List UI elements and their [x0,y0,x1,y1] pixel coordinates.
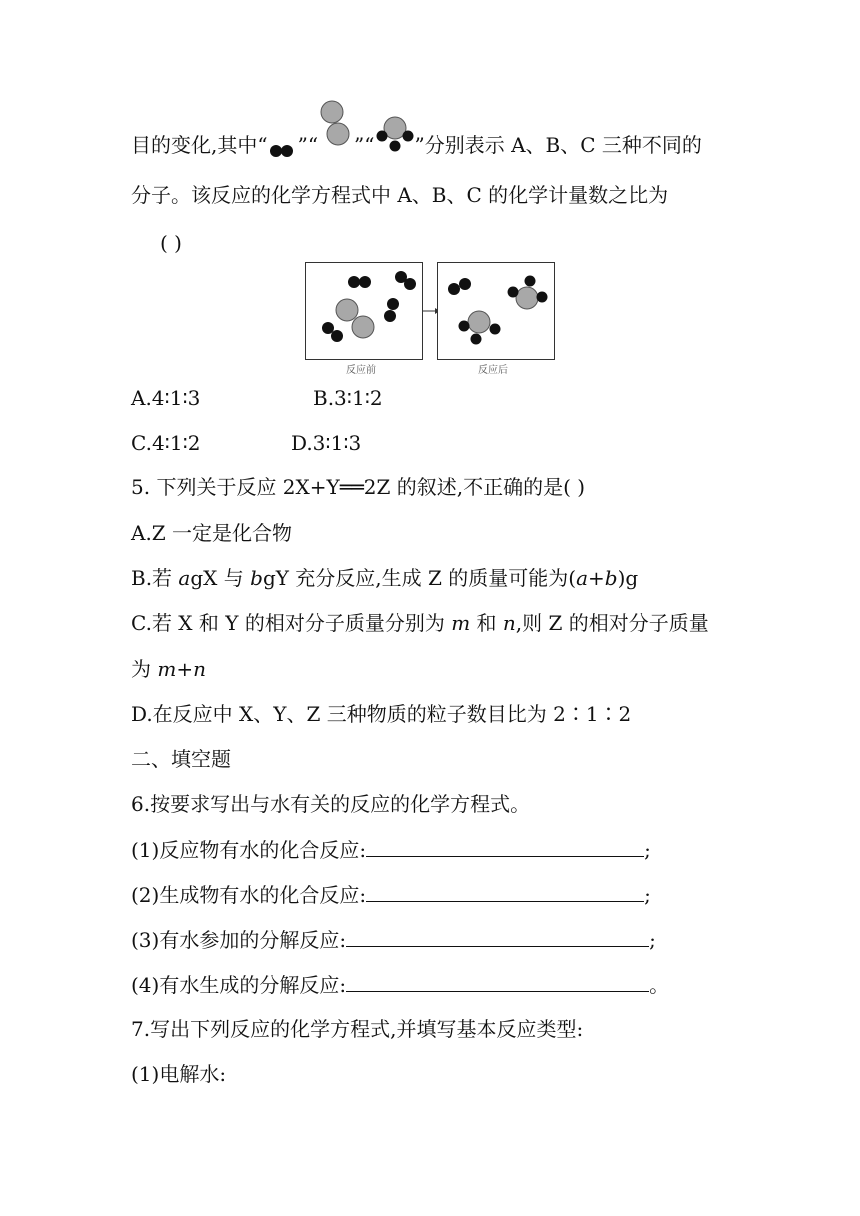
before-label: 反应前 [346,365,376,376]
molecule-b-icon [336,299,374,338]
molecule-a-icon [348,276,371,288]
q4-option-a: A.4∶1∶3 [131,386,201,410]
before-panel [305,262,423,376]
q5-option-b: B.若 agX 与 bgY 充分反应,生成 Z 的质量可能为(a+b)g [131,566,639,590]
q4-line-2: 分子。该反应的化学方程式中 A、B、C 的化学计量数之比为 [131,183,669,207]
q7-stem: 7.写出下列反应的化学方程式,并填写基本反应类型: [131,1017,584,1041]
molecule-a-icon [448,278,471,295]
q4-option-c: C.4∶1∶2 [131,431,201,455]
q6-item-4: (4)有水生成的分解反应: 。 [131,969,669,1000]
reaction-figure [305,262,557,378]
q7-item-1: (1)电解水: [131,1062,227,1086]
answer-blank[interactable] [366,834,644,857]
answer-blank[interactable] [346,924,649,947]
before-molecules-svg [306,263,422,359]
molecule-b-icon [318,132,354,162]
answer-blank[interactable] [366,879,644,902]
q5-stem: 5. 下列关于反应 2X+Y══2Z 的叙述,不正确的是( ) [131,475,586,499]
molecule-c-icon [508,276,548,310]
q4-line1-post: ”分别表示 A、B、C 三种不同的 [414,133,702,157]
q5-option-d: D.在反应中 X、Y、Z 三种物质的粒子数目比为 2∶1∶2 [131,702,632,726]
molecule-a-icon [384,298,399,322]
answer-blank[interactable] [346,969,649,992]
molecule-a-icon [395,271,416,290]
q5-option-a: A.Z 一定是化合物 [131,521,293,545]
q4-line1-sep2: ”“ [354,133,375,157]
q6-item-1: (1)反应物有水的化合反应: ; [131,834,651,865]
after-label: 反应后 [478,365,508,376]
q4-line-1 [131,130,702,162]
q4-line1-sep1: ”“ [297,133,319,157]
q4-answer-paren: ( ) [160,231,182,255]
molecule-c-icon [375,132,415,162]
q6-item-3: (3)有水参加的分解反应: ; [131,924,656,955]
q4-option-d: D.3∶1∶3 [291,431,362,455]
section-title: 二、填空题 [131,747,231,771]
molecule-c-icon [459,311,501,345]
q4-line1-pre: 目的变化,其中“ [131,133,268,157]
molecule-a-icon [268,137,298,157]
after-panel [437,262,555,376]
after-molecules-svg [438,263,554,359]
q4-option-b: B.3∶1∶2 [313,386,383,410]
q5-option-c: C.若 X 和 Y 的相对分子质量分别为 m 和 n,则 Z 的相对分子质量 [131,611,709,635]
q6-stem: 6.按要求写出与水有关的反应的化学方程式。 [131,792,531,816]
q5-option-c-cont: 为 m+n [131,657,206,681]
q6-item-2: (2)生成物有水的化合反应: ; [131,879,651,910]
molecule-a-icon [322,322,343,342]
